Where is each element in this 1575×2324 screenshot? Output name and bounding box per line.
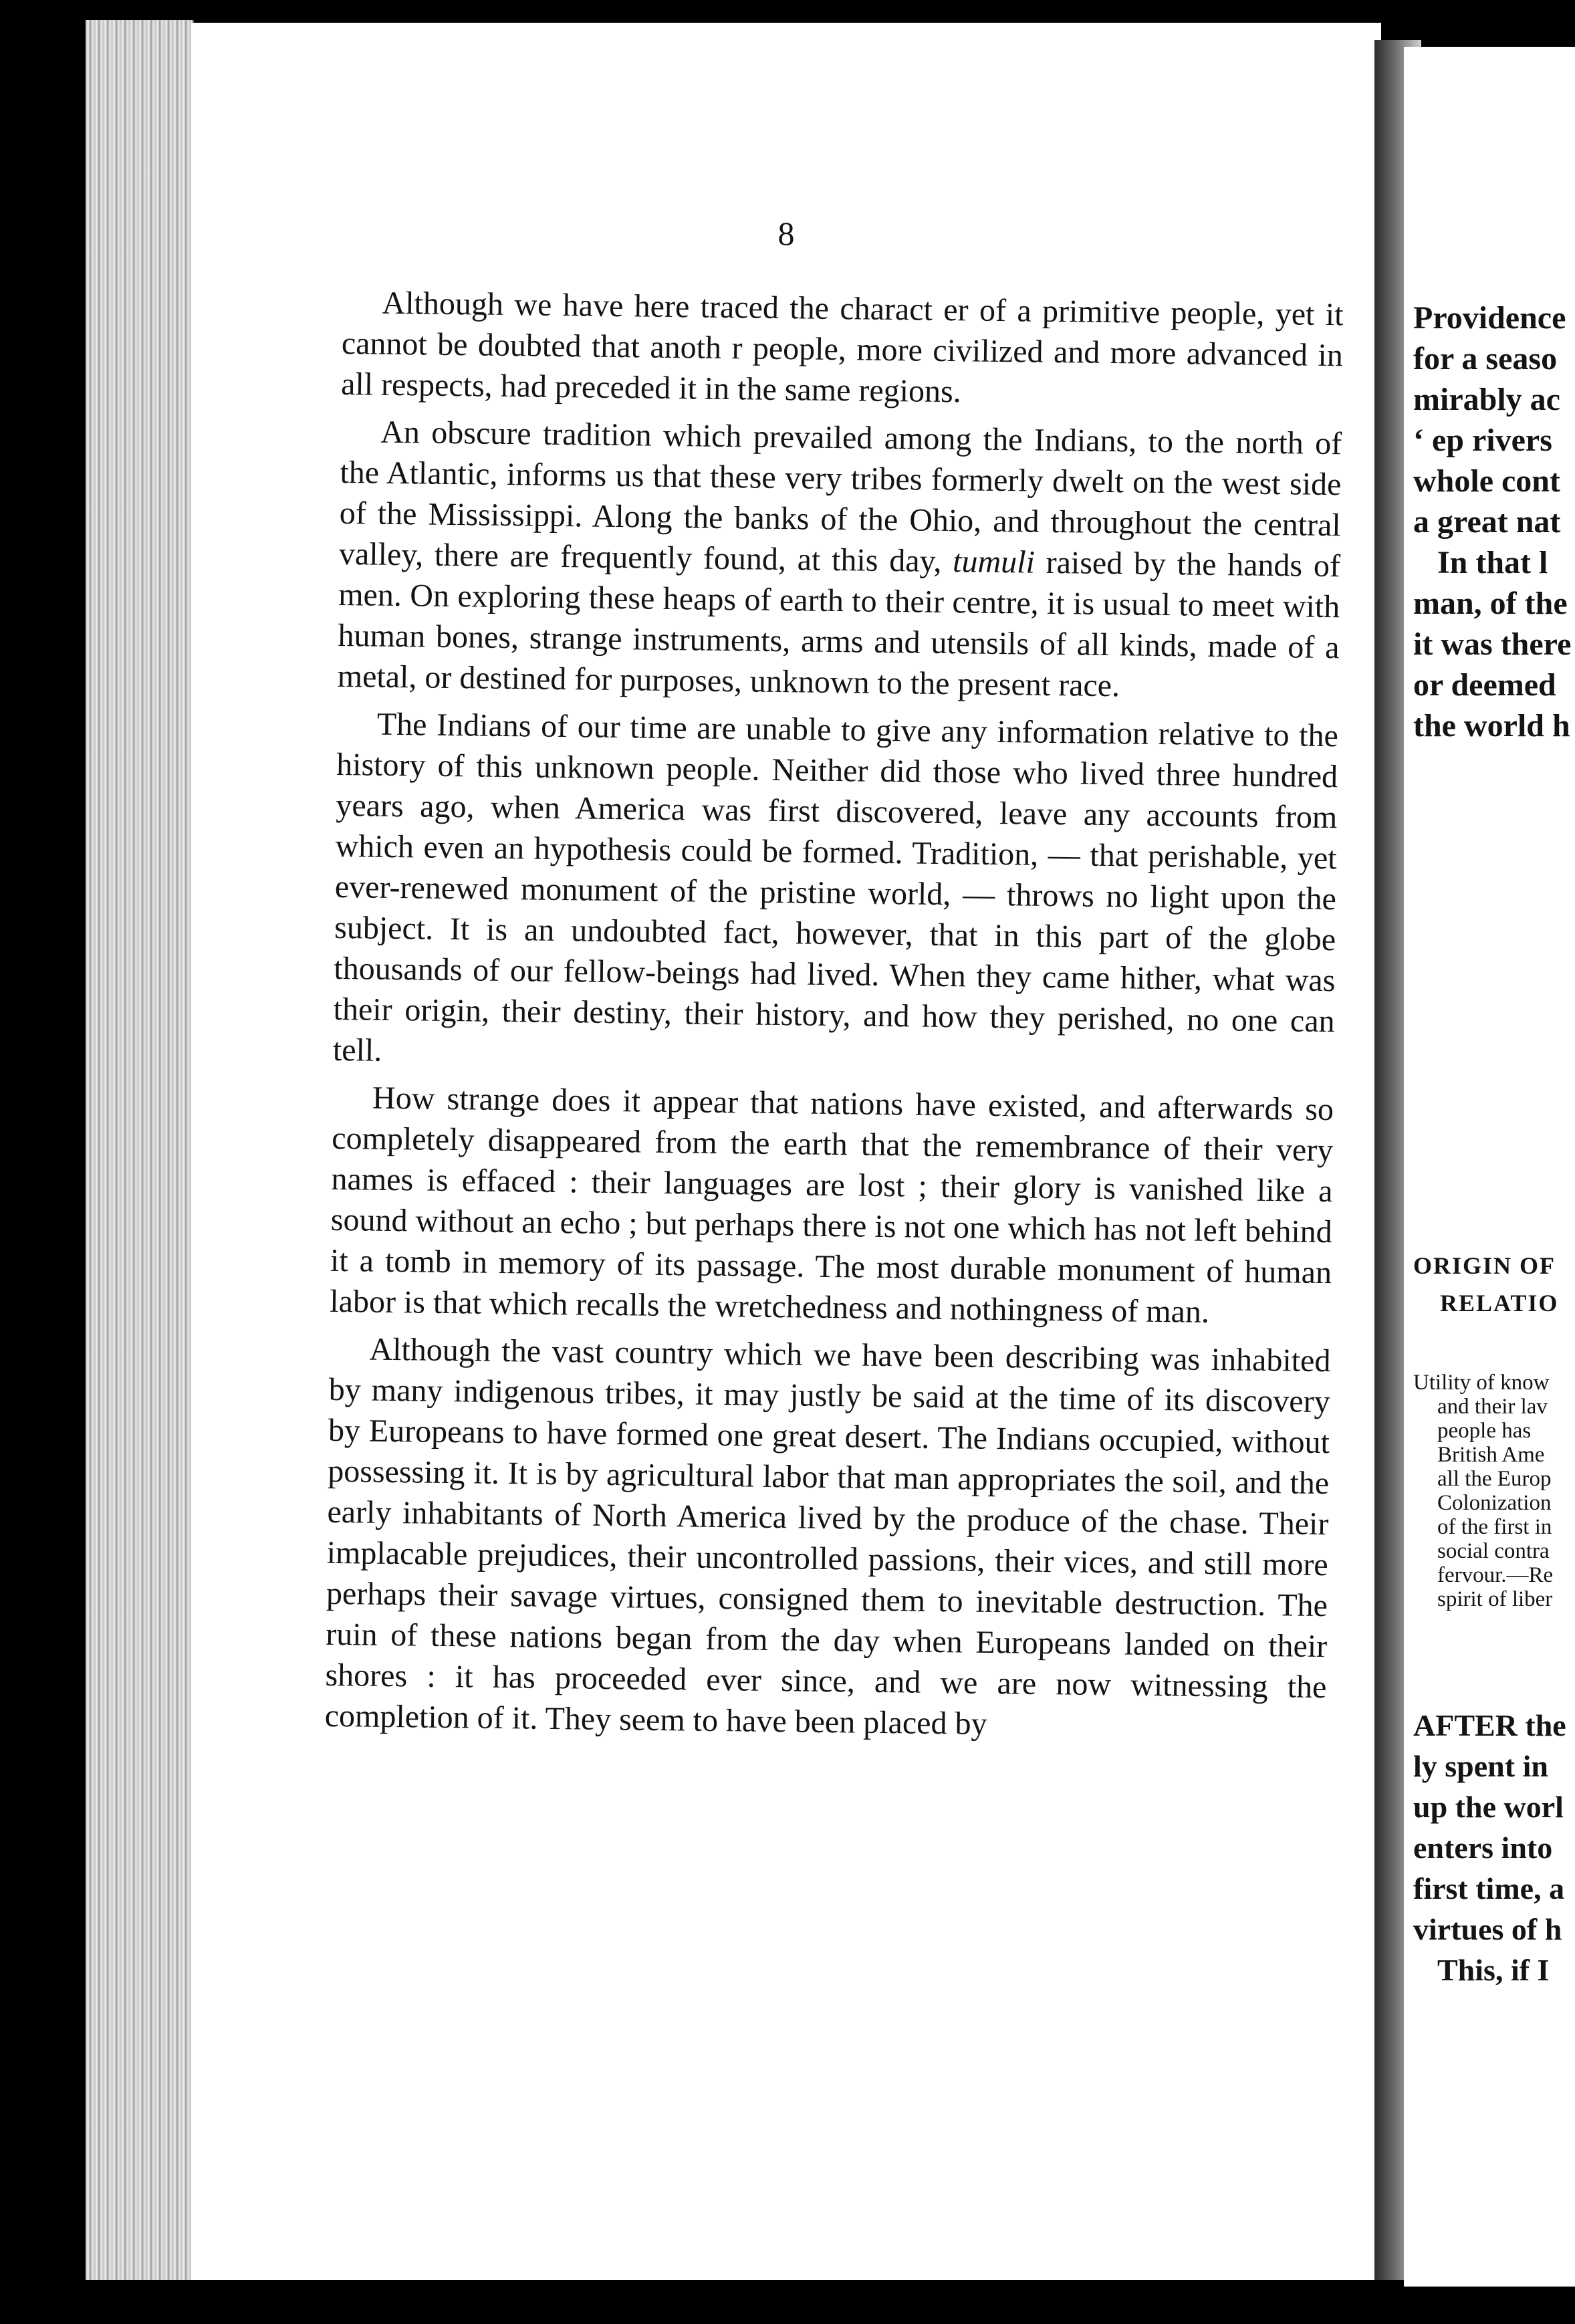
text-line: virtues of h <box>1413 1912 1562 1946</box>
text-line: for a seaso <box>1413 341 1558 376</box>
italic-word: tumuli <box>952 544 1036 580</box>
page-number: 8 <box>777 215 795 252</box>
summary-line: Utility of know <box>1413 1371 1550 1395</box>
left-page <box>191 23 1381 2280</box>
text-line: ‘ ep rivers <box>1413 423 1552 458</box>
text-line: This, if I <box>1437 1953 1550 1987</box>
text-line: or deemed <box>1413 667 1556 703</box>
text-line: whole cont <box>1413 463 1560 499</box>
text-line: up the worl <box>1413 1790 1564 1824</box>
body-text <box>324 282 1344 1755</box>
text-line: AFTER the <box>1413 1708 1566 1742</box>
summary-line: and their lav <box>1437 1395 1548 1419</box>
text-line: a great nat <box>1413 504 1561 540</box>
text-line: In that l <box>1437 545 1548 580</box>
text-line: enters into <box>1413 1831 1553 1865</box>
summary-line: British Ame <box>1437 1443 1545 1467</box>
paragraph-3: The Indians of our time are unable to give any information relative to the history of this unknown people. Neither did those who lived three hundred years ago, when America was first discovered, leave any accounts from which even an hypothesis could be formed. Tradition, — that perishable, yet ever-renewed monument of the pristine world, — throws no light upon the subject. It is an undoubted fact, however, that in this part of the globe thousands of our fellow-beings had lived. When they came hither, what was their origin, their destiny, their history, and how they perished, no one can tell. <box>332 706 1339 1068</box>
summary-line: spirit of liber <box>1437 1587 1553 1611</box>
text-line: it was there <box>1413 626 1572 662</box>
paragraph-1: Although we have here traced the charact er of a primitive people, yet it cannot be doubted that anoth r people, more civilized and more advanced in all respects, had preceded it in the same regions. <box>340 285 1344 410</box>
heading-line: ORIGIN OF <box>1413 1252 1556 1279</box>
summary-line: all the Europ <box>1437 1467 1552 1491</box>
chapter-heading <box>1413 1247 1558 1322</box>
book-page-edges <box>86 20 194 2280</box>
chapter-summary <box>1413 1371 1553 1611</box>
summary-line: of the first in <box>1437 1515 1552 1539</box>
right-page-top-text <box>1413 298 1571 746</box>
summary-line: fervour.—Re <box>1437 1563 1554 1587</box>
text-line: mirably ac <box>1413 382 1560 417</box>
right-page-bottom-text <box>1413 1705 1566 1990</box>
summary-line: people has <box>1437 1419 1532 1443</box>
summary-line: Colonization <box>1437 1491 1552 1515</box>
heading-line: RELATIO <box>1440 1290 1559 1316</box>
text-line: man, of the <box>1413 586 1568 621</box>
text-line: first time, a <box>1413 1871 1565 1905</box>
right-page <box>1404 47 1575 2287</box>
text-line: the world h <box>1413 708 1570 743</box>
text-line: ly spent in <box>1413 1749 1548 1783</box>
paragraph-4: How strange does it appear that nations have existed, and afterwards so completely disappeared from the earth that the remembrance of their very names is effaced : their languages are lost ; their glory is vanished like a sound without an echo ; but perhaps there is not one which has not left behind it a tomb in memory of its passage. The most durable monument of human labor is that which recalls the wretchedness and nothingness of man. <box>330 1080 1334 1330</box>
text-line: Providence <box>1413 300 1566 336</box>
summary-line: social contra <box>1437 1539 1550 1563</box>
paragraph-2: An obscure tradition which prevailed among the Indians, to the north of the Atlantic, informs us that these very tribes formerly dwelt on the west side of the Mississippi. Along the banks of the Ohio, and throughout the central valley, there are frequently found, at this day, tumuli raised by the hands of men. On exploring these heaps of earth to their centre, it is usual to meet with human bones, strange instruments, arms and utensils of all kinds, made of a metal, or destined for purposes, unknown to the present race. <box>337 414 1342 704</box>
paragraph-5: Although the vast country which we have been describing was inhabited by many indigenous tribes, it may justly be said at the time of its discovery by Europeans to have formed one great desert. The Indians occupied, without possessing it. It is by agricultural labor that man appropriates the soil, and the early inhabitants of North America lived by the produce of the chase. Their implacable prejudices, their uncontrolled passions, their vices, and still more perhaps their savage virtues, consigned them to inevitable destruction. The ruin of these nations began from the day when Europeans landed on their shores : it has proceeded ever since, and we are now witnessing the completion of it. They seem to have been placed by <box>324 1331 1331 1742</box>
